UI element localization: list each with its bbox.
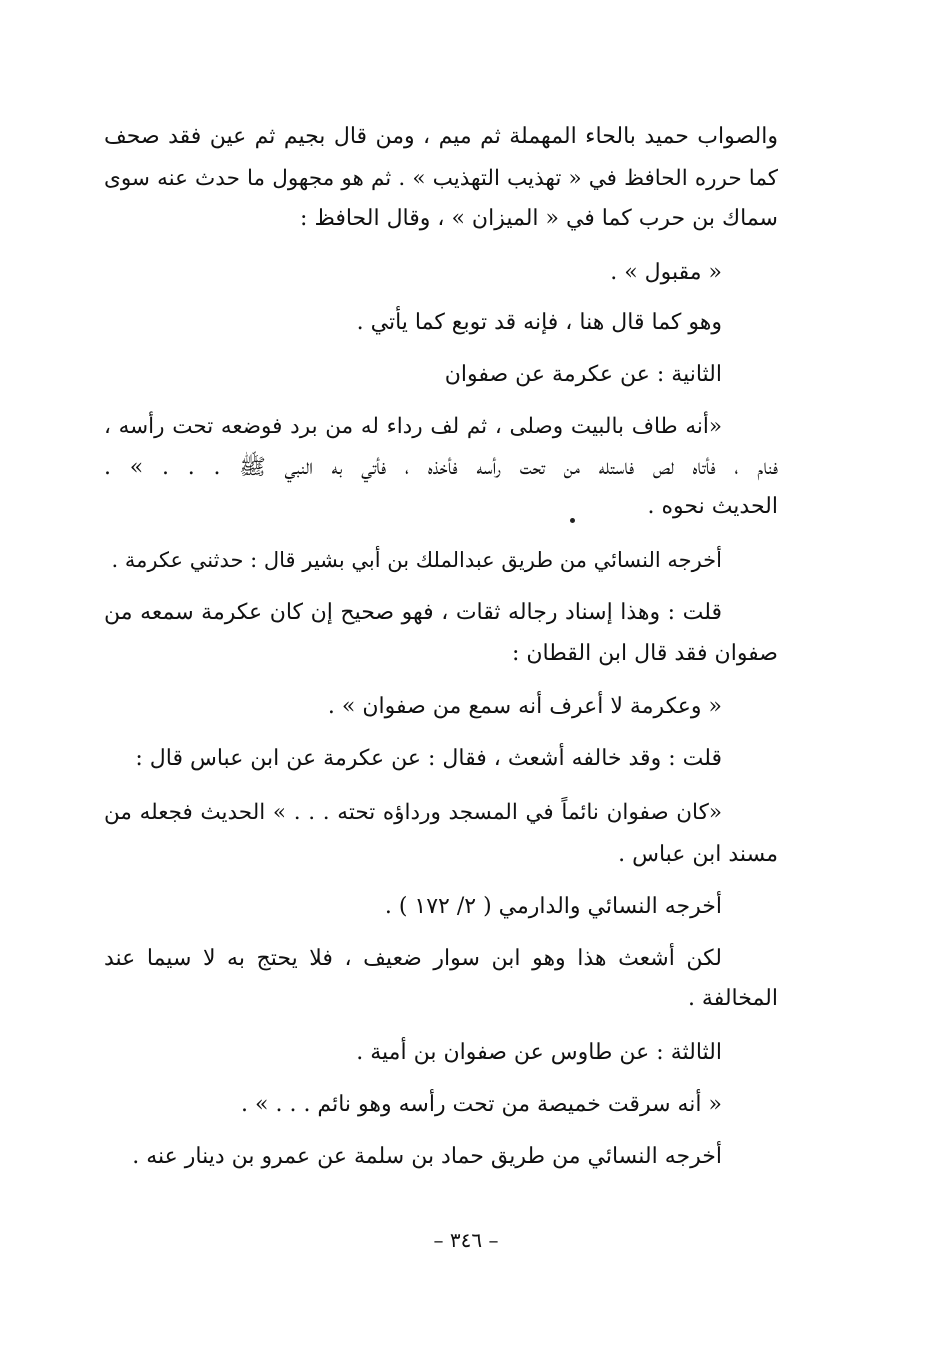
section-heading: الثالثة : عن طاوس عن صفوان بن أمية .	[356, 1040, 722, 1065]
text-line: والصواب حميد بالحاء المهملة ثم ميم ، ومن قال بجيم ثم عين فقد صحف	[104, 124, 778, 149]
text-line: المخالفة .	[687, 986, 778, 1011]
quote-line: « وعكرمة لا أعرف أنه سمع من صفوان » .	[327, 694, 722, 719]
text-line: « مقبول » .	[610, 260, 722, 285]
text-line: الحديث نحوه .	[647, 494, 778, 519]
text-line: لكن أشعث هذا وهو ابن سوار ضعيف ، فلا يحتج به لا سيما عند	[104, 946, 722, 971]
quote-line: فنام ، فأتاه لص فاستله من تحت رأسه فأخذه ، فأتي به النبي ﷺ . . . » .	[104, 455, 778, 480]
text-line: قلت : وهذا إسناد رجاله ثقات ، فهو صحيح إن كان عكرمة سمعه من	[104, 600, 722, 625]
text-line: قلت : وقد خالفه أشعث ، فقال : عن عكرمة عن ابن عباس قال :	[135, 746, 722, 771]
citation-line: أخرجه النسائي والدارمي ( ٢/ ١٧٢ ) .	[384, 894, 722, 919]
print-speck	[570, 518, 575, 523]
quote-line: « أنه سرقت خميصة من تحت رأسه وهو نائم . . . » .	[241, 1092, 722, 1117]
text-line: سماك بن حرب كما في « الميزان » ، وقال الحافظ :	[300, 206, 778, 231]
quote-line: «كان صفوان نائماً في المسجد ورداؤه تحته . . . » الحديث فجعله من	[104, 800, 722, 825]
text-line: أخرجه النسائي من طريق عبدالملك بن أبي بشير قال : حدثني عكرمة .	[111, 548, 722, 572]
quote-line: «أنه طاف بالبيت وصلى ، ثم لف رداء له من برد فوضعه تحت رأسه ،	[104, 414, 722, 439]
section-heading: الثانية : عن عكرمة عن صفوان	[444, 362, 722, 387]
text-line: صفوان فقد قال ابن القطان :	[511, 641, 778, 666]
text-line: أخرجه النسائي من طريق حماد بن سلمة عن عمرو بن دينار عنه .	[132, 1144, 722, 1169]
page-number: – ٣٤٦ –	[433, 1228, 499, 1252]
text-line: وهو كما قال هنا ، فإنه قد توبع كما يأتي .	[356, 310, 722, 335]
text-line: مسند ابن عباس .	[618, 842, 778, 867]
text-line: كما حرره الحافظ في « تهذيب التهذيب » . ثم هو مجهول ما حدث عنه سوى	[104, 166, 778, 191]
